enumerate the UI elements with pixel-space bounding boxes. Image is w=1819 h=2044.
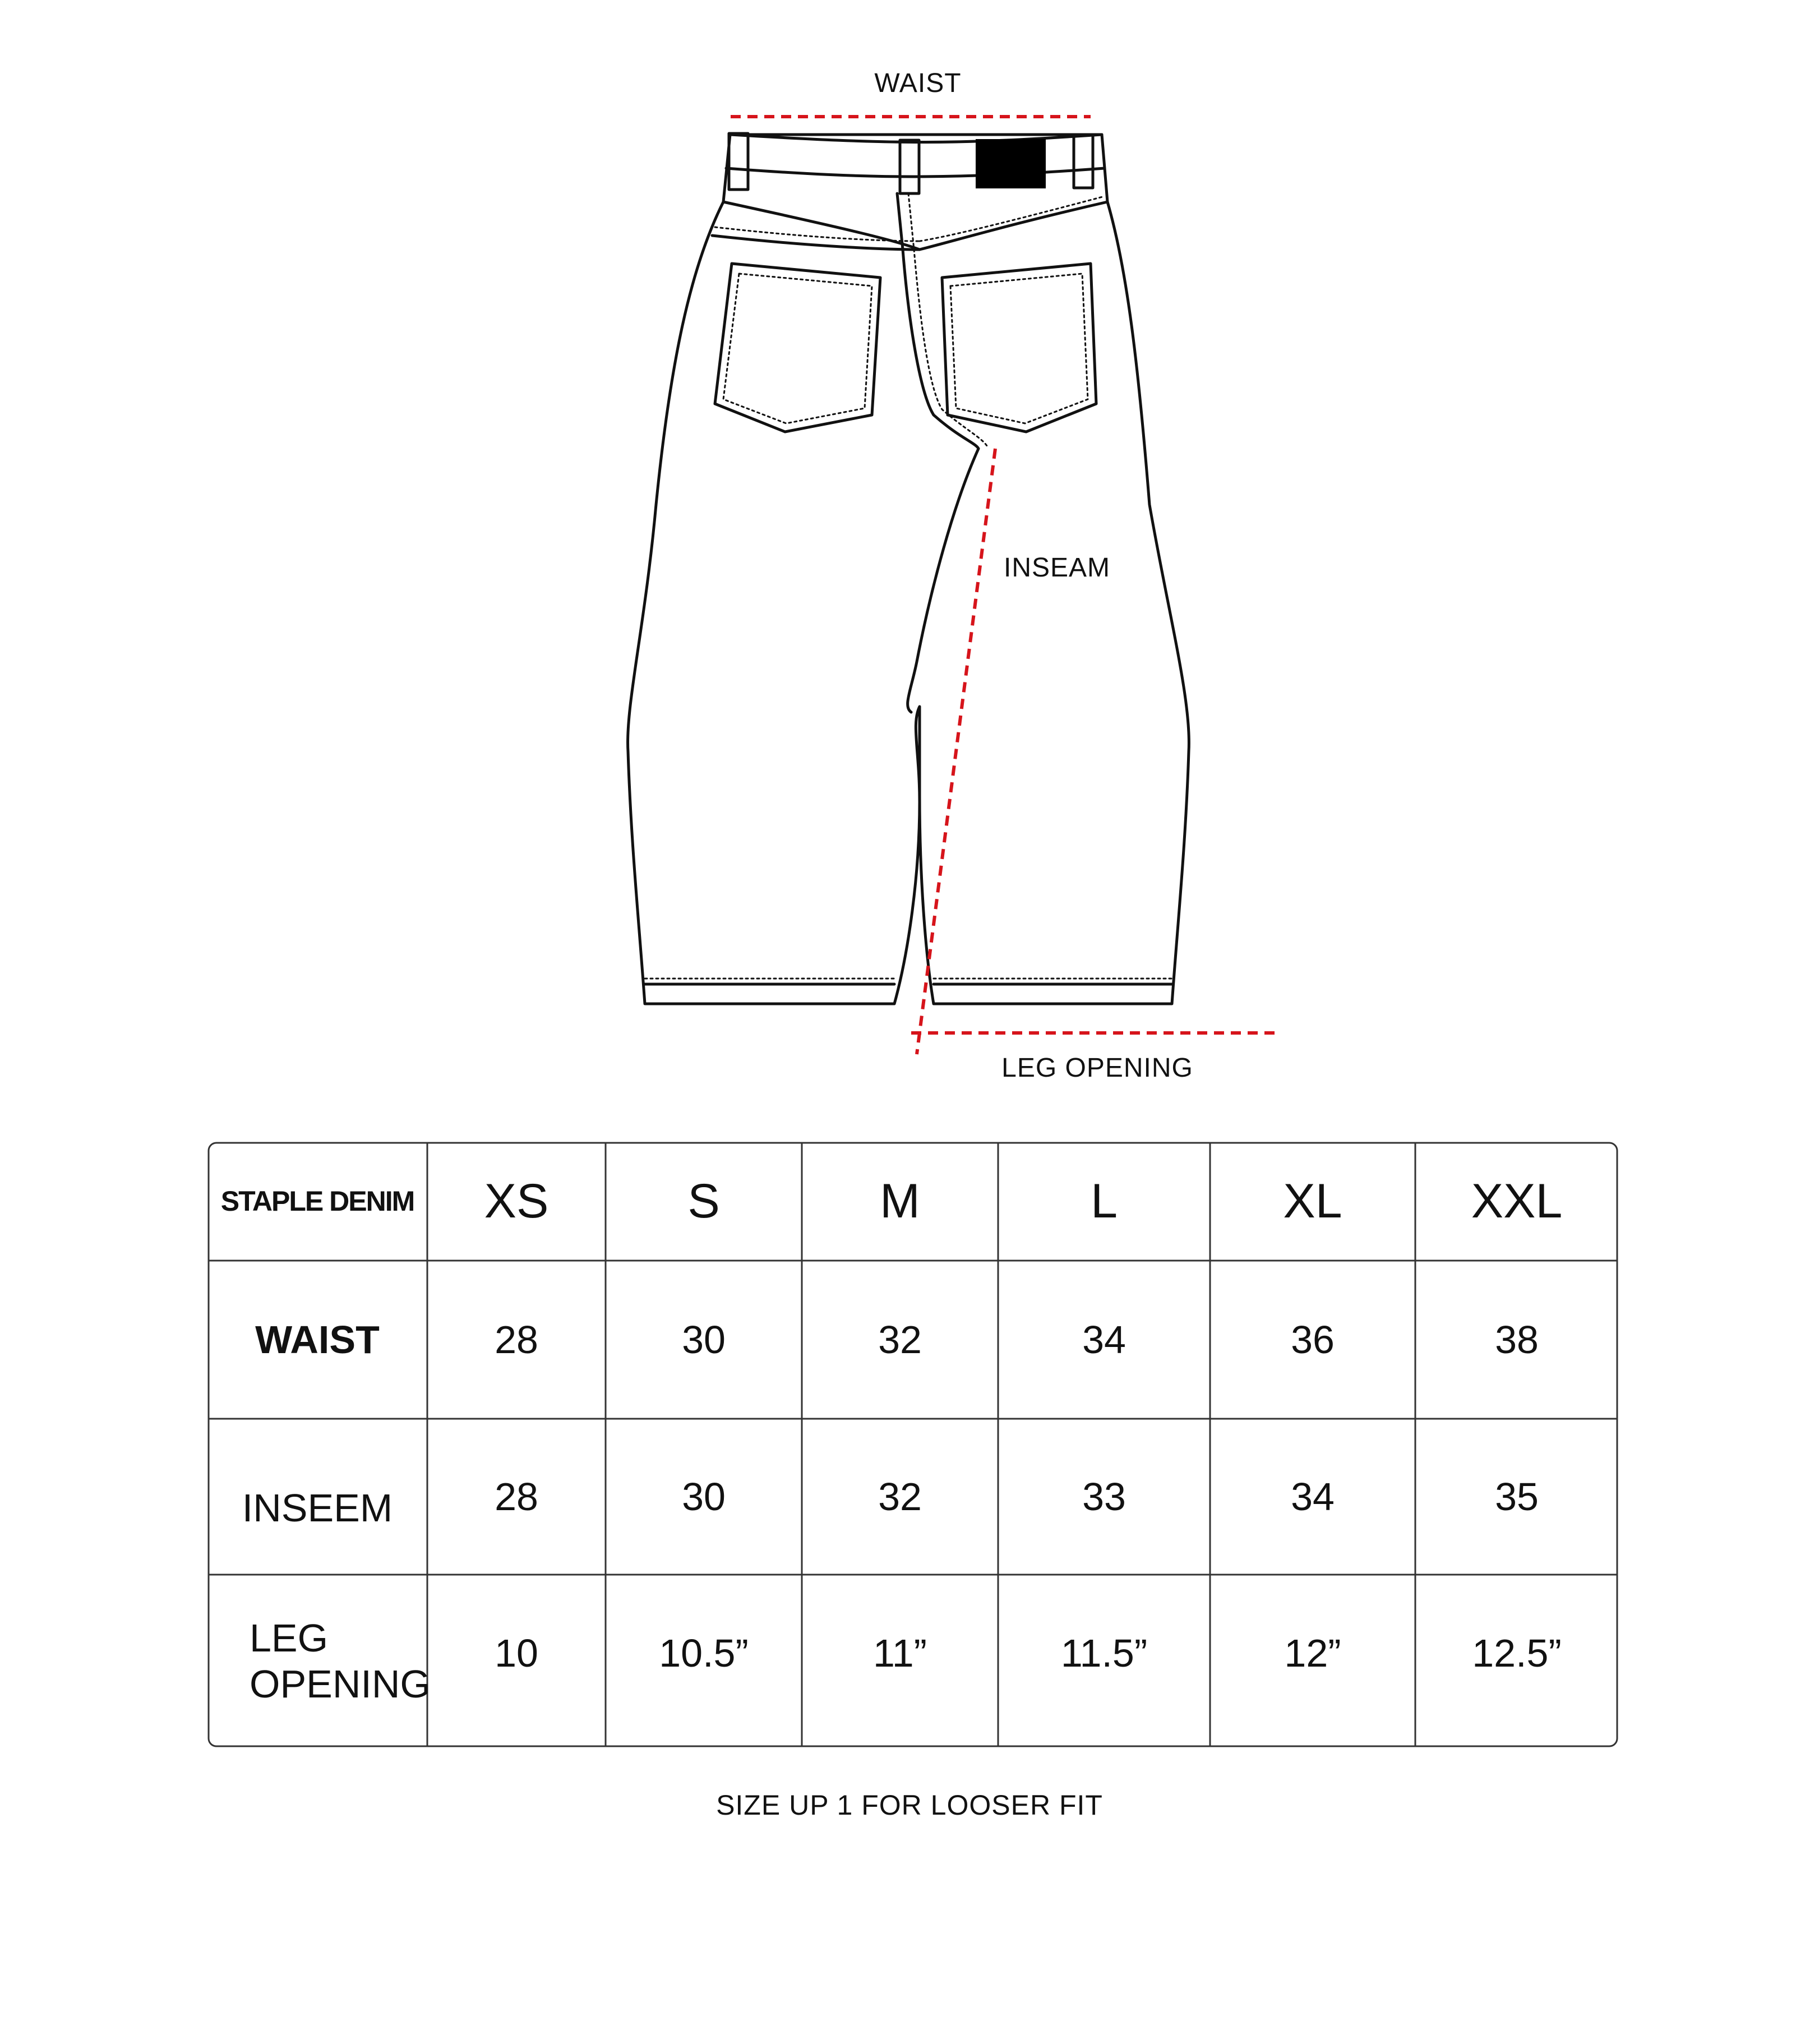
table-cell: 28 xyxy=(495,1318,538,1362)
back-pocket-left xyxy=(715,264,880,432)
table-cell: 32 xyxy=(878,1318,922,1362)
row-label-waist: WAIST xyxy=(255,1318,380,1362)
belt-loop xyxy=(900,140,919,193)
row-label-leg-opening-line2: OPENING xyxy=(250,1662,431,1706)
table-cell: 30 xyxy=(682,1318,726,1362)
leg-opening-label: LEG OPENING xyxy=(1001,1053,1193,1083)
table-cell: 28 xyxy=(495,1475,538,1519)
table-cell: 30 xyxy=(682,1475,726,1519)
size-header-xs: XS xyxy=(484,1174,549,1228)
size-header-l: L xyxy=(1091,1174,1118,1228)
table-cell: 34 xyxy=(1082,1318,1126,1362)
row-label-leg-opening-line1: LEG xyxy=(250,1616,329,1660)
table-cell: 12” xyxy=(1284,1631,1341,1675)
back-pocket-right xyxy=(942,264,1096,432)
table-cell: 32 xyxy=(878,1475,922,1519)
size-header-s: S xyxy=(687,1174,720,1228)
waist-label: WAIST xyxy=(874,68,962,98)
table-cell: 38 xyxy=(1495,1318,1539,1362)
belt-loop xyxy=(1074,135,1093,188)
table-cell: 34 xyxy=(1291,1475,1335,1519)
table-cell: 33 xyxy=(1082,1475,1126,1519)
table-cell: 12.5” xyxy=(1472,1631,1562,1675)
brand-header: STAPLE DENIM xyxy=(220,1185,414,1217)
inseam-label: INSEAM xyxy=(1003,553,1111,583)
table-cell: 11” xyxy=(873,1631,927,1675)
table-cell: 36 xyxy=(1291,1318,1335,1362)
table-cell: 10.5” xyxy=(659,1631,749,1675)
belt-loop xyxy=(729,133,748,190)
size-header-m: M xyxy=(880,1174,920,1228)
back-patch xyxy=(976,139,1046,188)
row-label-inseam: INSEEM xyxy=(242,1486,393,1530)
fit-note: SIZE UP 1 FOR LOOSER FIT xyxy=(716,1789,1103,1821)
size-header-xl: XL xyxy=(1283,1174,1342,1228)
yoke-seam xyxy=(712,236,920,250)
table-cell: 10 xyxy=(495,1631,538,1675)
size-chart-table xyxy=(207,1142,1618,1747)
size-header-xxl: XXL xyxy=(1471,1174,1563,1228)
table-cell: 11.5” xyxy=(1060,1631,1148,1675)
row-label-leg-opening xyxy=(207,1575,431,1747)
center-seam xyxy=(897,193,978,712)
table-cell: 35 xyxy=(1495,1475,1539,1519)
